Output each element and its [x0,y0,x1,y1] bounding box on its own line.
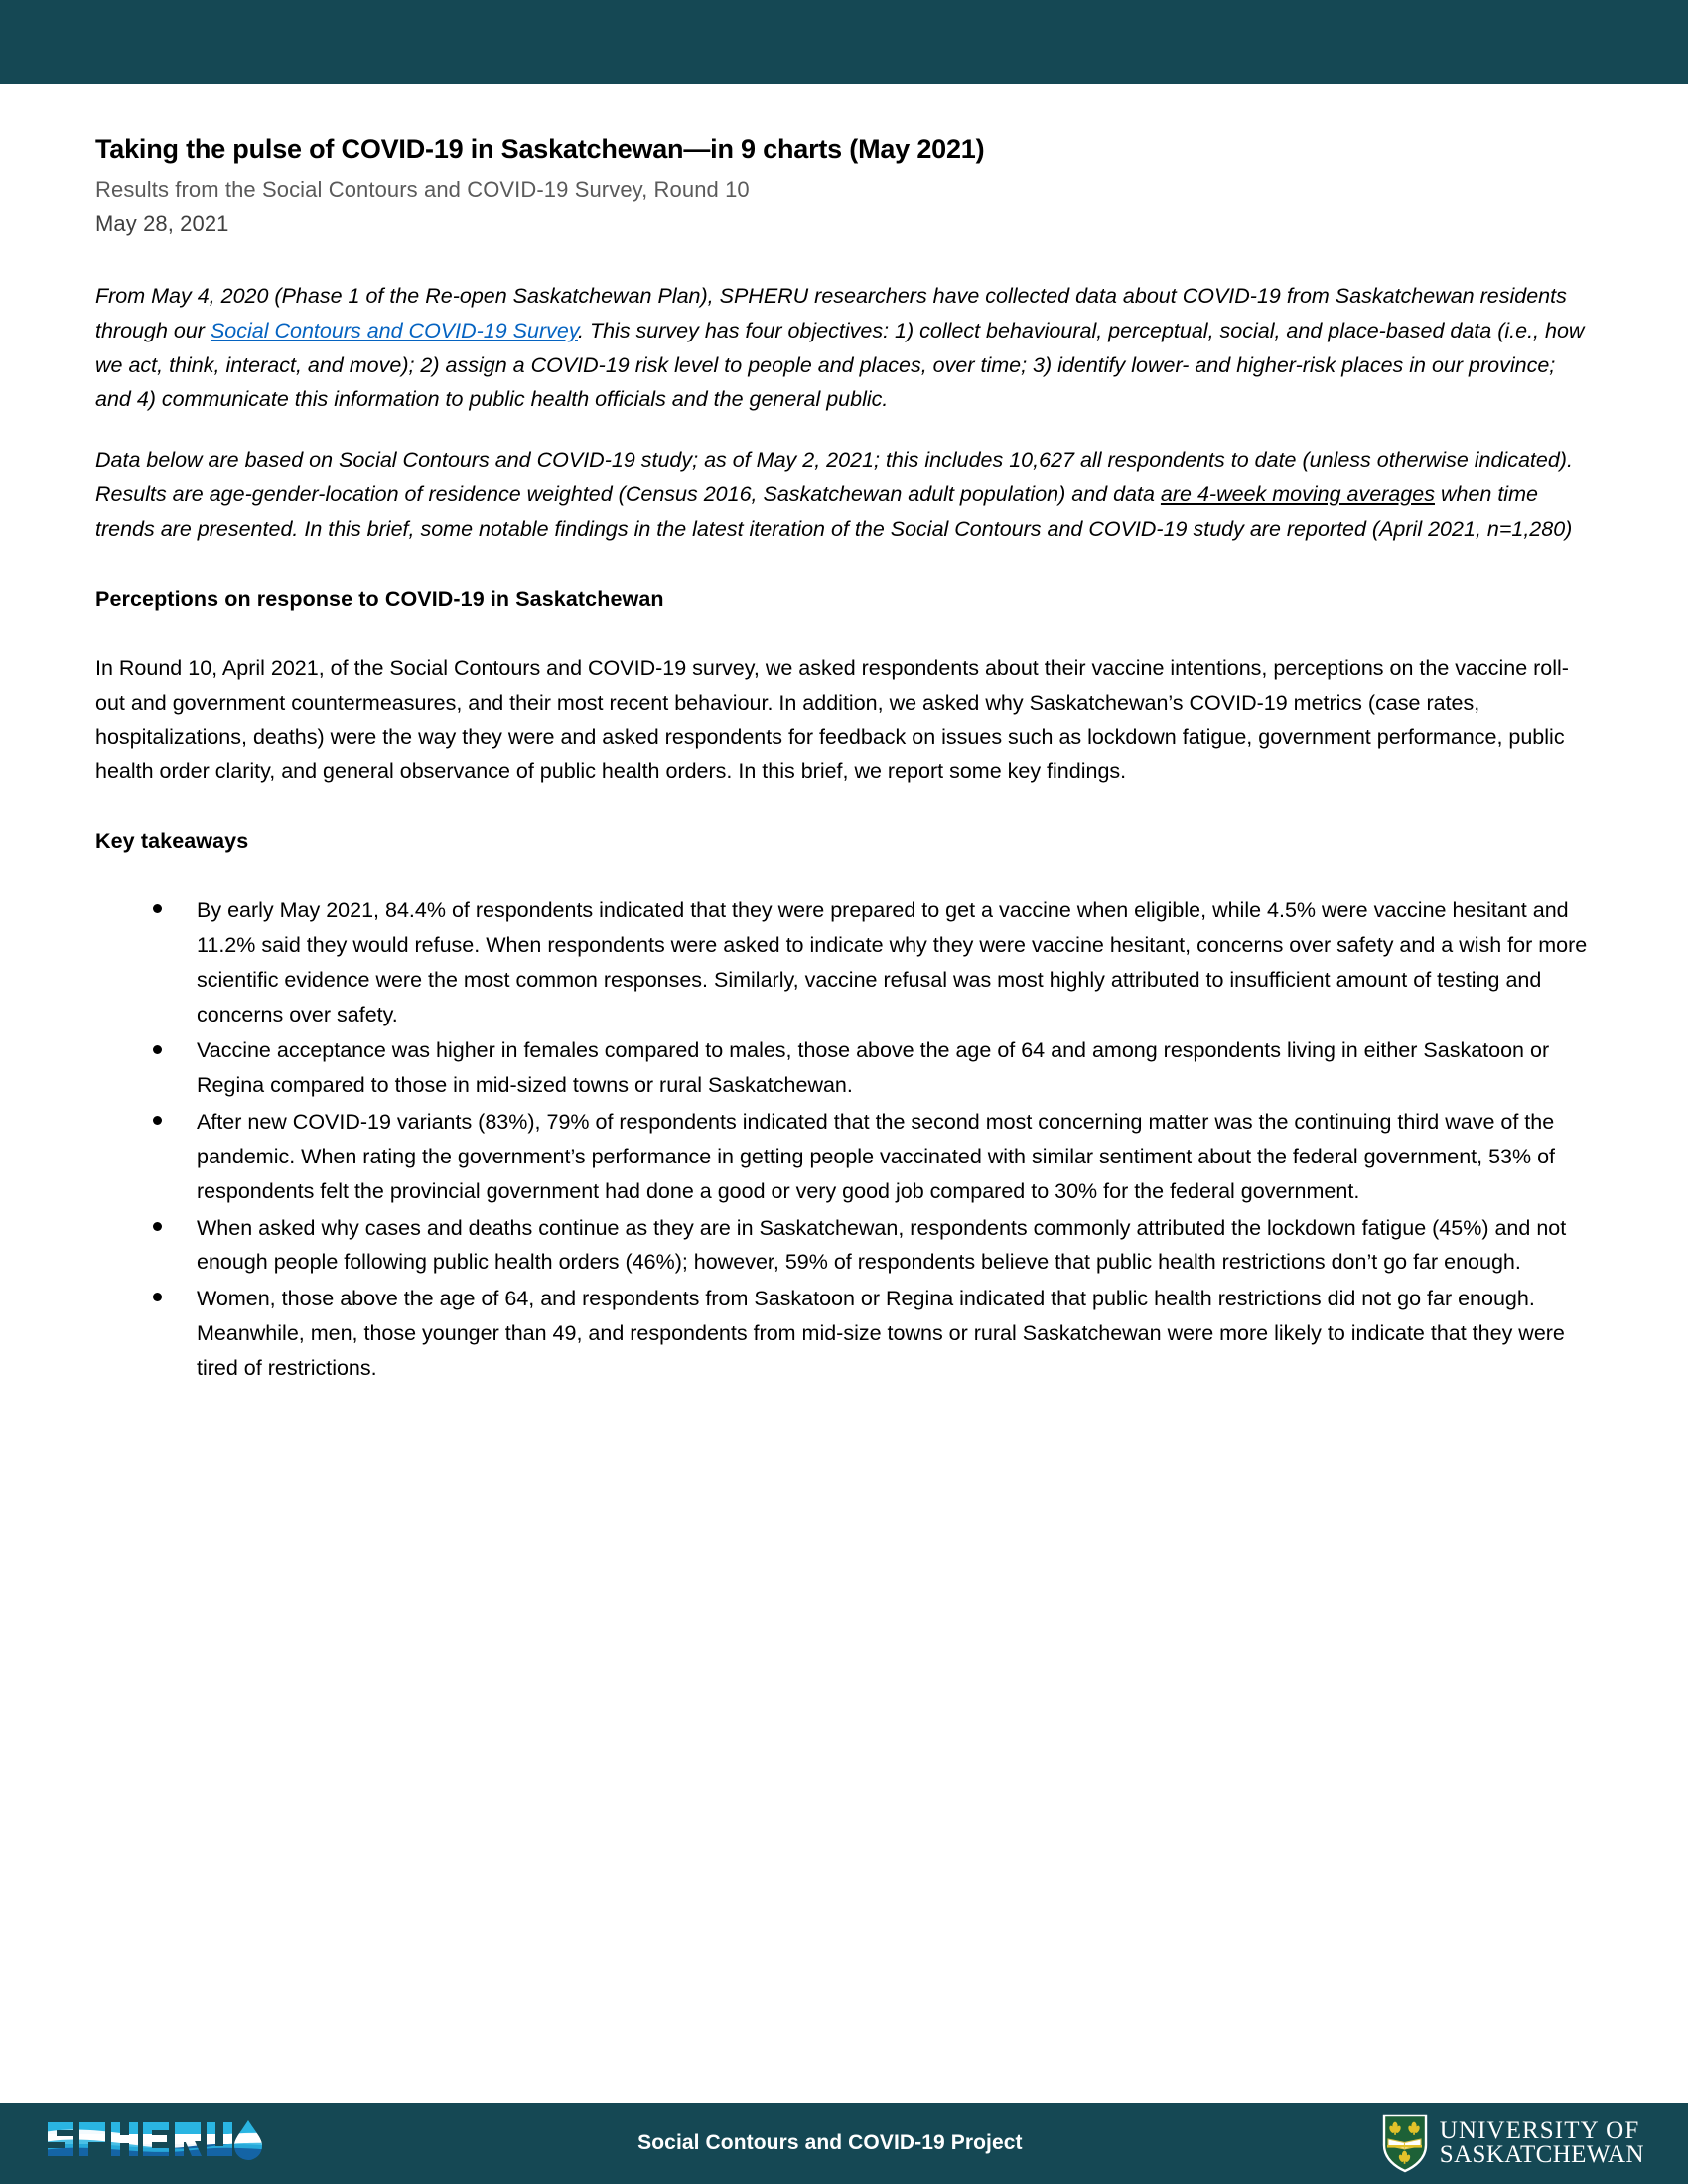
spacer [95,854,1593,893]
list-item [95,1033,1593,1103]
spacer [95,612,1593,651]
page-title: Taking the pulse of COVID-19 in Saskatchewan—in 9 charts (May 2021) [95,134,985,164]
top-brand-bar [0,0,1688,84]
usask-wordmark-line1: UNIVERSITY OF [1439,2116,1640,2144]
list-item-text: After new COVID-19 variants (83%), 79% of respondents indicated that the second most concerning matter was the continuing third wave of the pandemic. When rating the government’s performance in getting people vaccinated with similar sentiment about the federal government, 53% of respondents felt the provincial government had done a good or very good job compared to 30% for the federal government. [197,1110,1556,1203]
section-heading-key-takeaways: Key takeaways [95,829,249,854]
section-heading-perceptions: Perceptions on response to COVID-19 in Saskatchewan [95,586,664,611]
bullet-icon [153,904,162,913]
spacer [95,237,1593,279]
survey-link[interactable]: Social Contours and COVID-19 Survey [210,318,578,342]
list-item [95,1282,1593,1385]
list-item-text: By early May 2021, 84.4% of respondents indicated that they were prepared to get a vaccine when eligible, while 4.5% were vaccine hesitant and 11.2% said they would refuse. When respondents were asked to indicate why they were vaccine hesitant, concerns over safety and a wish for more scientific evidence were the most common responses. Similarly, vaccine refusal was most highly attributed to insufficient amount of testing and concerns over safety. [197,898,1588,1026]
intro-paragraph [95,279,1593,417]
document-content [0,84,1688,1386]
list-item-text: Women, those above the age of 64, and respondents from Saskatoon or Regina indicated that public health restrictions did not go far enough. Meanwhile, men, those younger than 49, and respondents from mid-size towns or rural Saskatchewan were more likely to indicate that they were tired of restrictions. [197,1287,1565,1380]
intro-text-after-link: . This survey has four objectives: 1) collect behavioural, perceptual, social, and place-based data (i.e., how we act, think, interact, and move); 2) assign a COVID-19 risk level to people and places, over time; 3) identify lower- and higher-risk places in our province; and 4) communicate this information to public health officials and the general public. [95,318,1585,412]
data-note-part2: when time trends are presented. In this brief, some notable findings in the latest iteration of the Social Contours and COVID-19 study are reported (April 2021, n=1,280) [95,482,1573,541]
list-item [95,1105,1593,1208]
usask-crest-icon [1382,2114,1428,2173]
footer-center-text: Social Contours and COVID-19 Project [637,2131,1023,2154]
bullet-icon [153,1293,162,1301]
spacer [95,547,1593,587]
spacer [95,789,1593,829]
section-body-paragraph: In Round 10, April 2021, of the Social Contours and COVID-19 survey, we asked respondents about their vaccine intentions, perceptions on the vaccine roll-out and government countermeasures, and their most recent behaviour. In addition, we asked why Saskatchewan’s COVID-19 metrics (case rates, hospitalizations, deaths) were the way they were and asked respondents for feedback on issues such as lockdown fatigue, government performance, public health order clarity, and general observance of public health orders. In this brief, we report some key findings. [95,655,1569,784]
document-date: May 28, 2021 [95,211,229,236]
bullet-icon [153,1116,162,1125]
usask-wordmark-line2: SASKATCHEWAN [1439,2141,1644,2168]
list-item-text: Vaccine acceptance was higher in females compared to males, those above the age of 64 and among respondents living in either Saskatoon or Regina compared to those in mid-sized towns or rural Saskatchewan. [197,1038,1550,1098]
bullet-icon [153,1045,162,1054]
bullet-icon [153,1222,162,1231]
key-takeaways-list [95,893,1593,1386]
moving-averages-emphasis: are 4-week moving averages [1160,482,1435,507]
data-note-part1: Data below are based on Social Contours and COVID-19 study; as of May 2, 2021; this includes 10,627 all respondents to date (unless otherwise indicated). Results are age-gender-location of residence weighted (Census 2016, Saskatchewan adult population) and data [95,448,1573,507]
spheru-logo [44,2113,278,2174]
data-note-paragraph [95,443,1593,546]
footer-brand-bar [0,2103,1688,2184]
document-page [0,84,1688,1388]
document-subtitle: Results from the Social Contours and COVID-19 Survey, Round 10 [95,177,750,202]
university-of-saskatchewan-logo [1382,2114,1644,2173]
spacer [95,417,1593,443]
intro-text-before-link: From May 4, 2020 (Phase 1 of the Re-open Saskatchewan Plan), SPHERU researchers have collected data about COVID-19 from Saskatchewan residents through our [95,284,1567,342]
list-item [95,1211,1593,1281]
usask-wordmark [1439,2116,1644,2168]
list-item [95,893,1593,1031]
list-item-text: When asked why cases and deaths continue as they are in Saskatchewan, respondents commonly attributed the lockdown fatigue (45%) and not enough people following public health orders (46%); however, 59% of respondents believe that public health restrictions don’t go far enough. [197,1215,1567,1275]
